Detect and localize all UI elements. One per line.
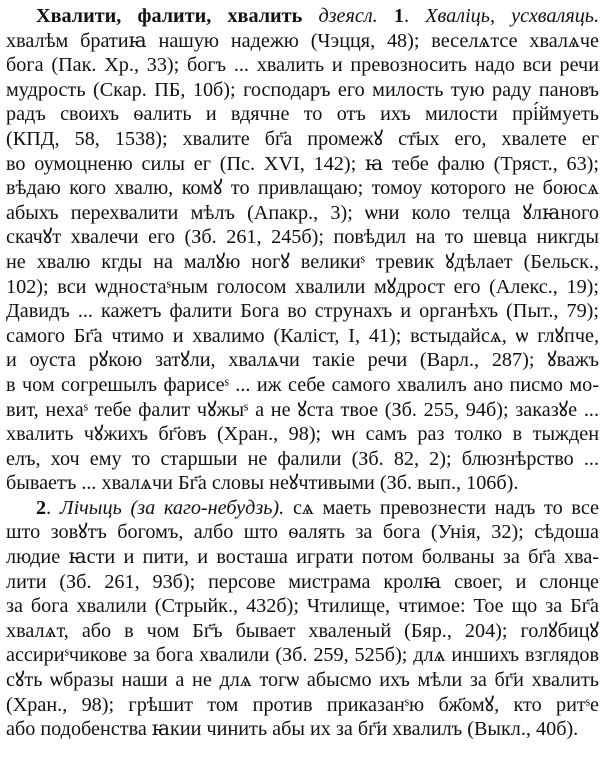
citation-line: в чом согрешылъ фарисеˢ ... иж себе самого хвалилъ ано писмо мо- [6,373,599,396]
citation-line: хвалѣм братиꙗ нашую надежю (Чэцця, 48); веселѧтсе хвалѧче [6,29,599,52]
citation-line: або подобенства ꙗкии чинить абы их за бг҃и хвалилъ (Выкл., 40б). [6,718,579,741]
citation-line: бываетъ ... хвалѧчи Бг҃а словы неꙋчтивыми (Зб. вып., 106б). [6,472,519,495]
citation-line: во оумоцненю силы ег (Пс. XVI, 142); ꙗ тебе фалю (Тряст., 63); [6,152,599,175]
citation-line: Давидъ ... кажетъ фалити Бога во струнахъ и органѣхъ (Пыт., 79); [6,300,599,323]
citation-line: 102); вси ѡдностаˢным голосом хвалили мꙋдрост его (Алекс., 19); [6,275,599,298]
citation-line: елъ, хоч ему то старшыи не фалили (Зб. 82, 2); блюзнѣрство ... [6,447,599,470]
citation-line: лити (Зб. 261, 93б); персове мистрама кролꙗ своег, и слонце [6,570,599,593]
sense-2-citations [6,520,599,741]
citation-line: скачꙋт хвалечи его (Зб. 261, 245б); повѣдил на то шевца никгды [6,226,599,249]
citation-line: людие ꙗсти и пити, и восташа играти потом болваны за бг҃а хва- [6,546,599,569]
citation-line: абыхъ перехвалити мѣлъ (Апакр., 3); ѡни коло телца ꙋлꙗного [6,201,599,224]
entry-lemma: Хвалити, фалити, хвалить [36,5,303,27]
entry-head-line: Хвалити, фалити, хвалить дзеясл. 1. Хваліць, усхваляць. [36,5,599,27]
citation-line: самого Бг҃а чтимо и хвалимо (Каліст, I, 41); встыдайсѧ, ѡ глꙋпче, [6,324,599,347]
part-of-speech: дзеясл. [318,5,378,27]
sense-1-gloss: Хваліць, усхваляць. [425,5,599,27]
citation-line: хвалѧт, або в чом Бг҃ъ бывает хваленый (Бяр., 204); голꙋбицꙋ [6,619,599,642]
sense-1-citations [6,29,599,496]
sense-1-number: 1 [393,5,404,27]
citation-line: за бога хвалили (Стрыйк., 432б); Чтилище, чтимое: Тое що за Бг҃а [6,595,599,618]
citation-line: и оуста рꙋкою затꙋли, хвалѧчи такіе речи (Варл., 287); ꙋважъ [6,349,599,372]
citation-line: не хвалю кгды на малꙋю ногꙋ великиˢ тревик ꙋдѣлает (Бельск., [6,250,599,273]
citation-line: радъ своихъ ѳалить и вдячне то отъ ихъ милости прі́ймуеть [6,103,599,126]
sense-2-first-citation: сѧ маеть превознести надъ то все [292,496,599,519]
dictionary-entry [6,4,599,742]
sense-2-gloss: Лічыць (за каго-небудзь). [59,496,285,519]
citation-line: што зовꙋтъ богомъ, албо што ѳалять за бога (Унія, 32); сѣдоша [6,521,599,544]
citation-line: хвалить чꙋжихъ бг҃овъ (Хран., 98); ѡн самъ раз толко в тыжден [6,423,599,446]
citation-line: ассириˢчикове за бога хвалили (Зб. 259, 525б); длѧ иншихъ взглядов [6,644,599,667]
citation-line: мудрость (Скар. ПБ, 10б); господаръ его милость тую раду пановъ [6,78,599,101]
sense-2-number: 2 [36,496,47,519]
sense-2-head-line: 2. Лічыць (за каго-небудзь). сѧ маеть превознести надъ то все [36,496,599,519]
citation-line: вѣдаю кого хвалю, комꙋ то привлащаю; томоу которого не боюсѧ [6,177,599,200]
citation-line: сꙋть ѡбразы наши а не длѧ тогѡ абысмо ихъ мѣли за бг҃и хвалить [6,669,599,692]
citation-line: бога (Пак. Хр., 33); богъ ... хвалить и превозносить надо вси речи [6,54,599,77]
citation-line: вит, нехаˢ тебе фалит чꙋжыˢ а не ꙋста твое (Зб. 255, 94б); заказꙋе ... [6,398,599,421]
citation-line: (КПД, 58, 1538); хвалите бг҃а промежꙋ ст҃ых его, хвалете ег [6,127,599,150]
citation-line: (Хран., 98); грѣшит том против приказанˢю бж҃омꙋ, кто ритˢе [6,693,599,716]
